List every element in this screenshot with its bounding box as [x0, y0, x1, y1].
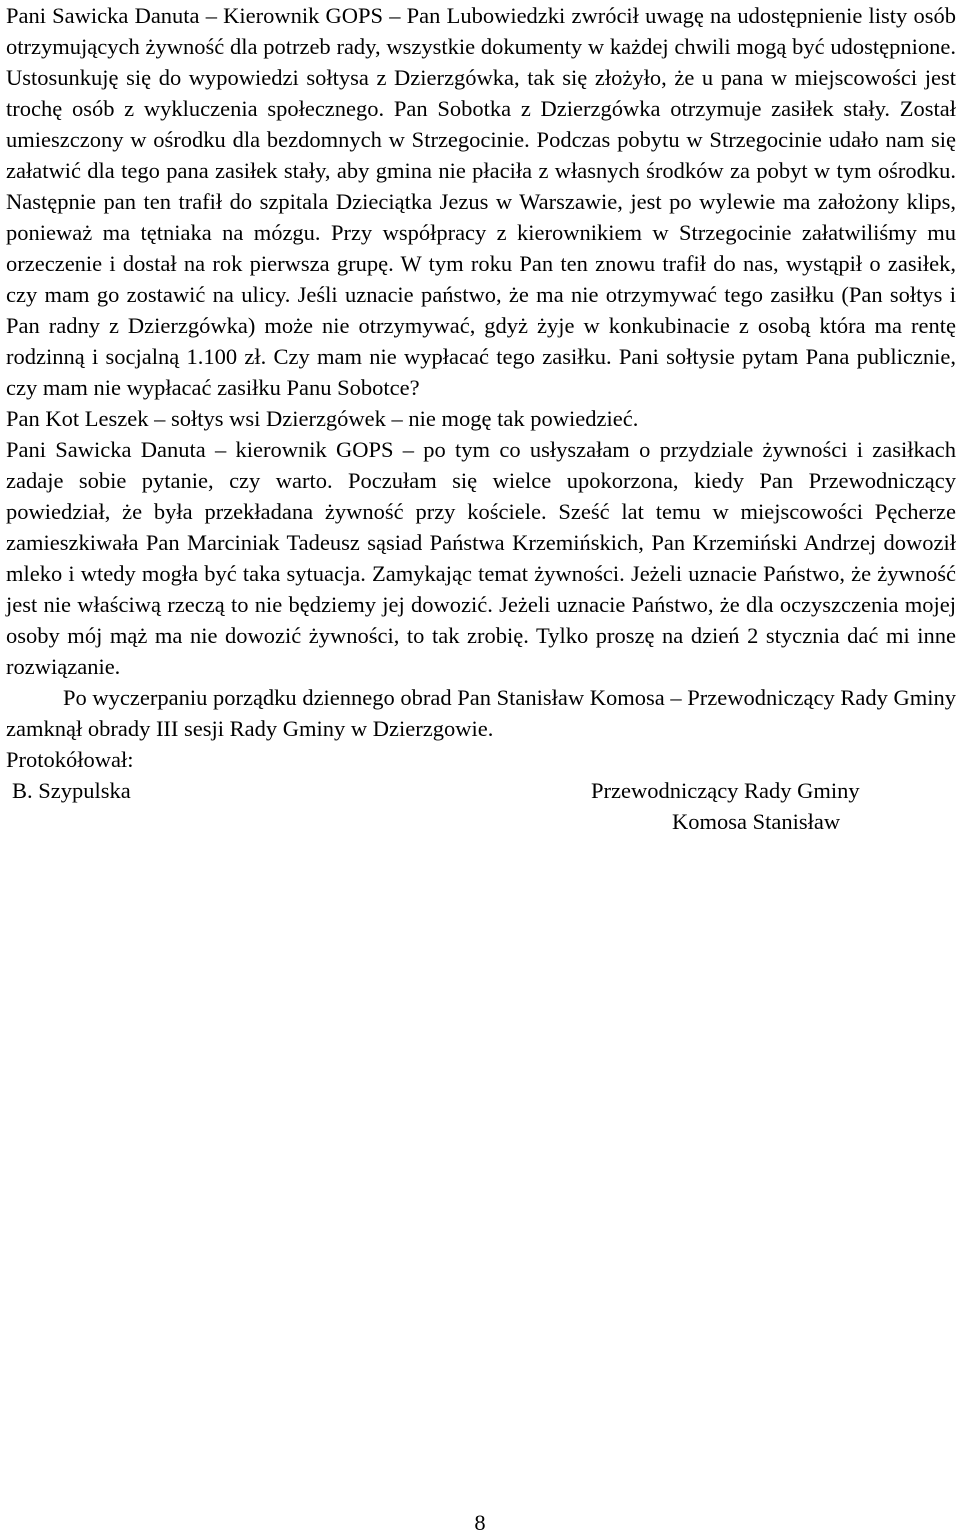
- page-number: 8: [474, 1510, 486, 1535]
- signature-block: [6, 775, 956, 837]
- paragraph-kot-statement: Pan Kot Leszek – sołtys wsi Dzierzgówek – nie mogę tak powiedzieć.: [6, 406, 639, 431]
- recorder-signature: B. Szypulska: [12, 778, 131, 803]
- protocol-label: Protokółował:: [6, 747, 134, 772]
- paragraph-sawicka-response: Pani Sawicka Danuta – kierownik GOPS – po tym co usłyszałam o przydziale żywności i zasiłkach zadaje sobie pytanie, czy warto. Poczułam się wielce upokorzona, kiedy Pan Przewodniczący powiedział, że była przekładana żywność przy kościele. Sześć lat temu w miejscowości Pęcherze zamieszkiwała Pan Marciniak Tadeusz sąsiad Państwa Krzemińskich, Pan Krzemiński Andrzej dowoził mleko i wtedy mogła być taka sytuacja. Zamykając temat żywności. Jeżeli uznacie Państwo, że żywność jest nie właściwą rzeczą to nie będziemy jej dowozić. Jeżeli uznacie Państwo, że dla oczyszczenia mojej osoby mój mąż ma nie dowozić żywności, to tak zrobię. Tylko proszę na dzień 2 stycznia dać mi inne rozwiązanie.: [6, 437, 956, 679]
- chair-title: Przewodniczący Rady Gminy: [591, 778, 860, 803]
- document-page: [6, 0, 956, 837]
- paragraph-sawicka-statement: Pani Sawicka Danuta – Kierownik GOPS – Pan Lubowiedzki zwrócił uwagę na udostępnienie listy osób otrzymujących żywność dla potrzeb rady, wszystkie dokumenty w każdej chwili mogą być udostępnione. Ustosunkuję się do wypowiedzi sołtysa z Dzierzgówka, tak się złożyło, że u pana w miejscowości jest trochę osób z wykluczenia społecznego. Pan Sobotka z Dzierzgówka otrzymuje zasiłek stały. Został umieszczony w ośrodku dla bezdomnych w Strzegocinie. Podczas pobytu w Strzegocinie udało nam się załatwić dla tego pana zasiłek stały, aby gmina nie płaciła z własnych środków za pobyt w tym ośrodku. Następnie pan ten trafił do szpitala Dzieciątka Jezus w Warszawie, jest po wylewie ma założony klips, ponieważ ma tętniaka na mózgu. Przy współpracy z kierownikiem w Strzegocinie załatwiliśmy mu orzeczenie i dostał na rok pierwsza grupę. W tym roku Pan ten znowu trafił do nas, wystąpił o zasiłek, czy mam go zostawić na ulicy. Jeśli uznacie państwo, że ma nie otrzymywać tego zasiłku (Pan sołtys i Pan radny z Dzierzgówka) może nie otrzymywać, gdyż żyje w konkubinacie z osobą która ma rentę rodzinną i socjalną 1.100 zł. Czy mam nie wypłacać tego zasiłku. Pani sołtysie pytam Pana publicznie, czy mam nie wypłacać zasiłku Panu Sobotce?: [6, 3, 956, 400]
- chair-name: Komosa Stanisław: [672, 809, 841, 834]
- paragraph-closing: Po wyczerpaniu porządku dziennego obrad Pan Stanisław Komosa – Przewodniczący Rady Gminy zamknął obrady III sesji Rady Gminy w Dzierzgowie.: [6, 685, 956, 741]
